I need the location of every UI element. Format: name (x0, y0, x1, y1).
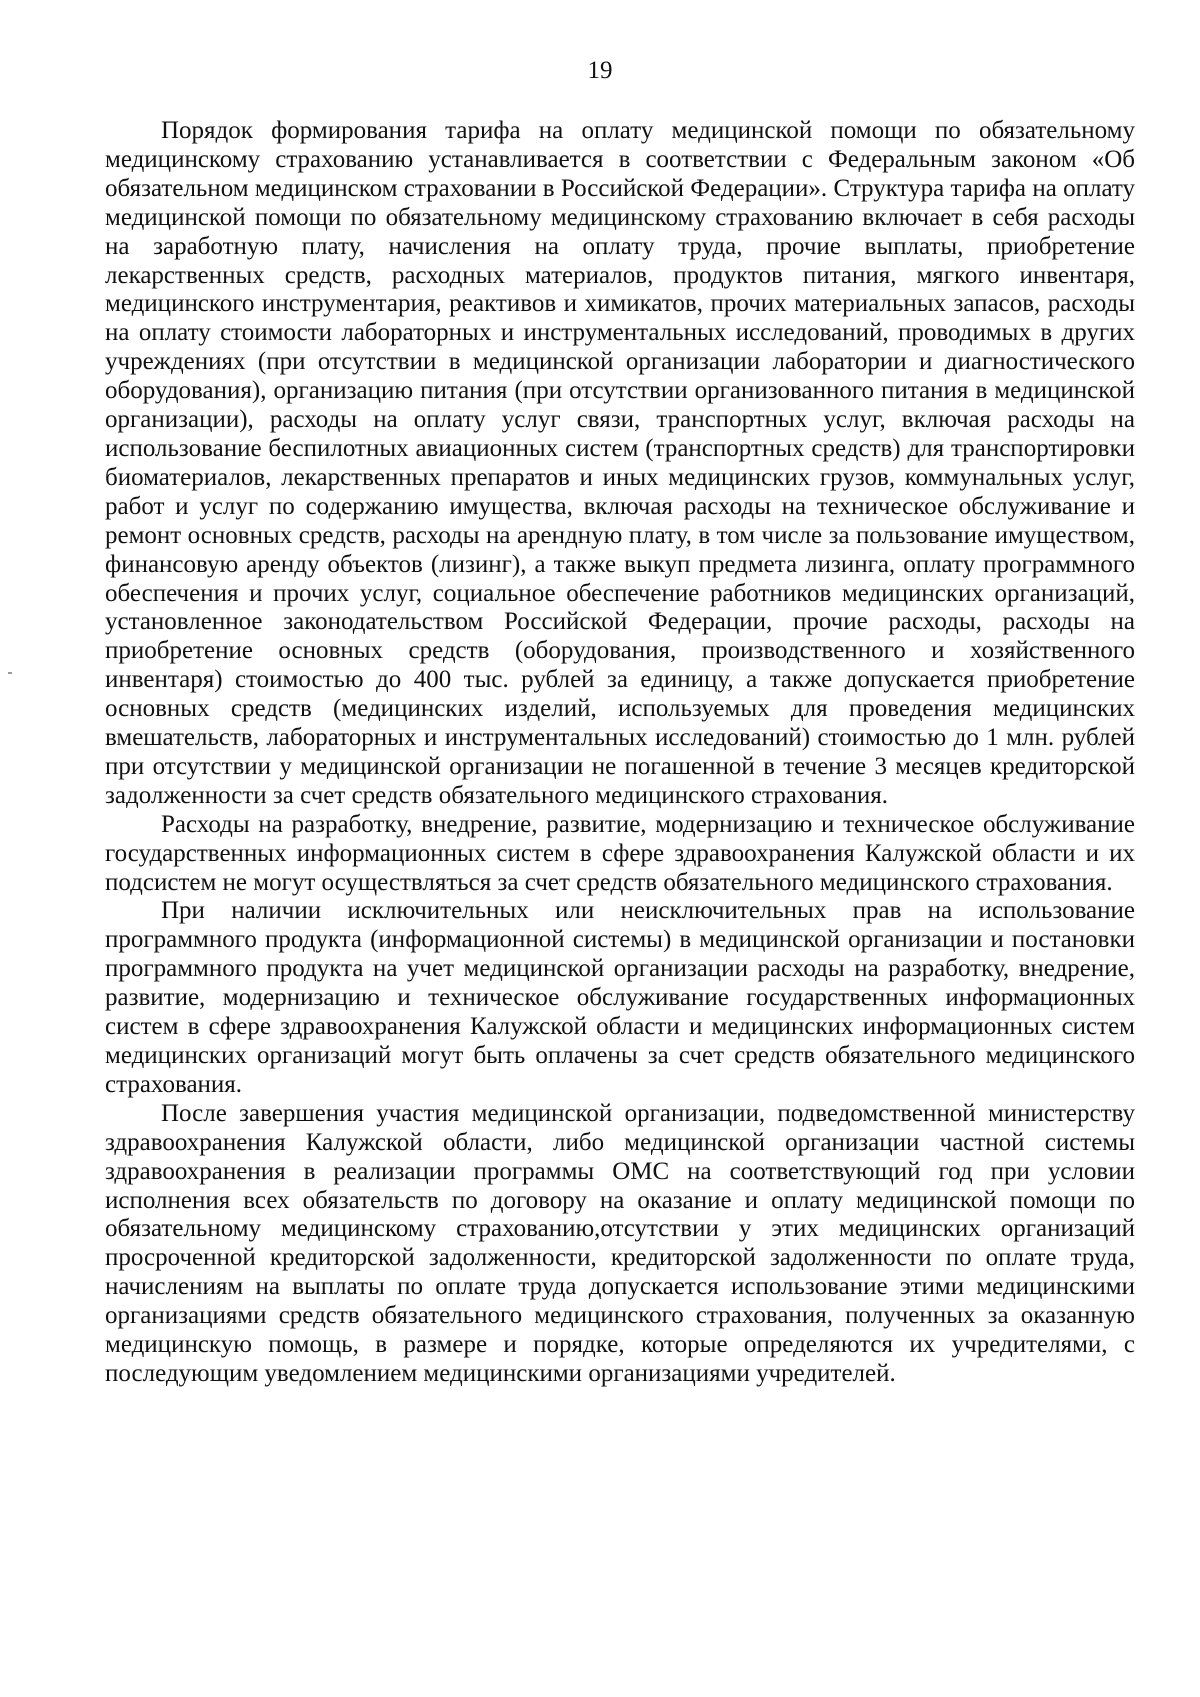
paragraph-information-systems-costs: Расходы на разработку, внедрение, развитие, модернизацию и техническое обслуживание государственных информационных систем в сфере здравоохранения Калужской области и их подсистем не могут осуществляться за счет средств обязательного медицинского страхования. (105, 810, 1135, 896)
scan-artifact-mark (8, 672, 12, 674)
paragraph-completion-of-participation: После завершения участия медицинской организации, подведомственной министерству здравоохранения Калужской области, либо медицинской организации частной системы здравоохранения в реализации программы ОМС на соответствующий год при условии исполнения всех обязательств по договору на оказание и оплату медицинской помощи по обязательному медицинскому страхованию,отсутствии у этих медицинских организаций просроченной кредиторской задолженности, кредиторской задолженности по оплате труда, начислениям на выплаты по оплате труда допускается использование этими медицинскими организациями средств обязательного медицинского страхования, полученных за оказанную медицинскую помощь, в размере и порядке, которые определяются их учредителями, с последующим уведомлением медицинскими организациями учредителей. (105, 1099, 1135, 1387)
document-body (105, 117, 1135, 1389)
paragraph-tariff-structure: Порядок формирования тарифа на оплату медицинской помощи по обязательному медицинскому страхованию устанавливается в соответствии с Федеральным законом «Об обязательном медицинском страховании в Российской Федерации». Структура тарифа на оплату медицинской помощи по обязательному медицинскому страхованию включает в себя расходы на заработную плату, начисления на оплату труда, прочие выплаты, приобретение лекарственных средств, расходных материалов, продуктов питания, мягкого инвентаря, медицинского инструментария, реактивов и химикатов, прочих материальных запасов, расходы на оплату стоимости лабораторных и инструментальных исследований, проводимых в других учреждениях (при отсутствии в медицинской организации лаборатории и диагностического оборудования), организацию питания (при отсутствии организованного питания в медицинской организации), расходы на оплату услуг связи, транспортных услуг, включая расходы на использование беспилотных авиационных систем (транспортных средств) для транспортировки биоматериалов, лекарственных препаратов и иных медицинских грузов, коммунальных услуг, работ и услуг по содержанию имущества, включая расходы на техническое обслуживание и ремонт основных средств, расходы на арендную плату, в том числе за пользование имуществом, финансовую аренду объектов (лизинг), а также выкуп предмета лизинга, оплату программного обеспечения и прочих услуг, социальное обеспечение работников медицинских организаций, установленное законодательством Российской Федерации, прочие расходы, расходы на приобретение основных средств (оборудования, производственного и хозяйственного инвентаря) стоимостью до 400 тыс. рублей за единицу, а также допускается приобретение основных средств (медицинских изделий, используемых для проведения медицинских вмешательств, лабораторных и инструментальных исследований) стоимостью до 1 млн. рублей при отсутствии у медицинской организации не погашенной в течение 3 месяцев кредиторской задолженности за счет средств обязательного медицинского страхования. (105, 117, 1135, 809)
page-number: 19 (587, 57, 613, 84)
paragraph-software-rights: При наличии исключительных или неисключительных прав на использование программного продукта (информационной системы) в медицинской организации и постановки программного продукта на учет медицинской организации расходы на разработку, внедрение, развитие, модернизацию и техническое обслуживание государственных информационных систем в сфере здравоохранения Калужской области и медицинских информационных систем медицинских организаций могут быть оплачены за счет средств обязательного медицинского страхования. (105, 897, 1135, 1098)
